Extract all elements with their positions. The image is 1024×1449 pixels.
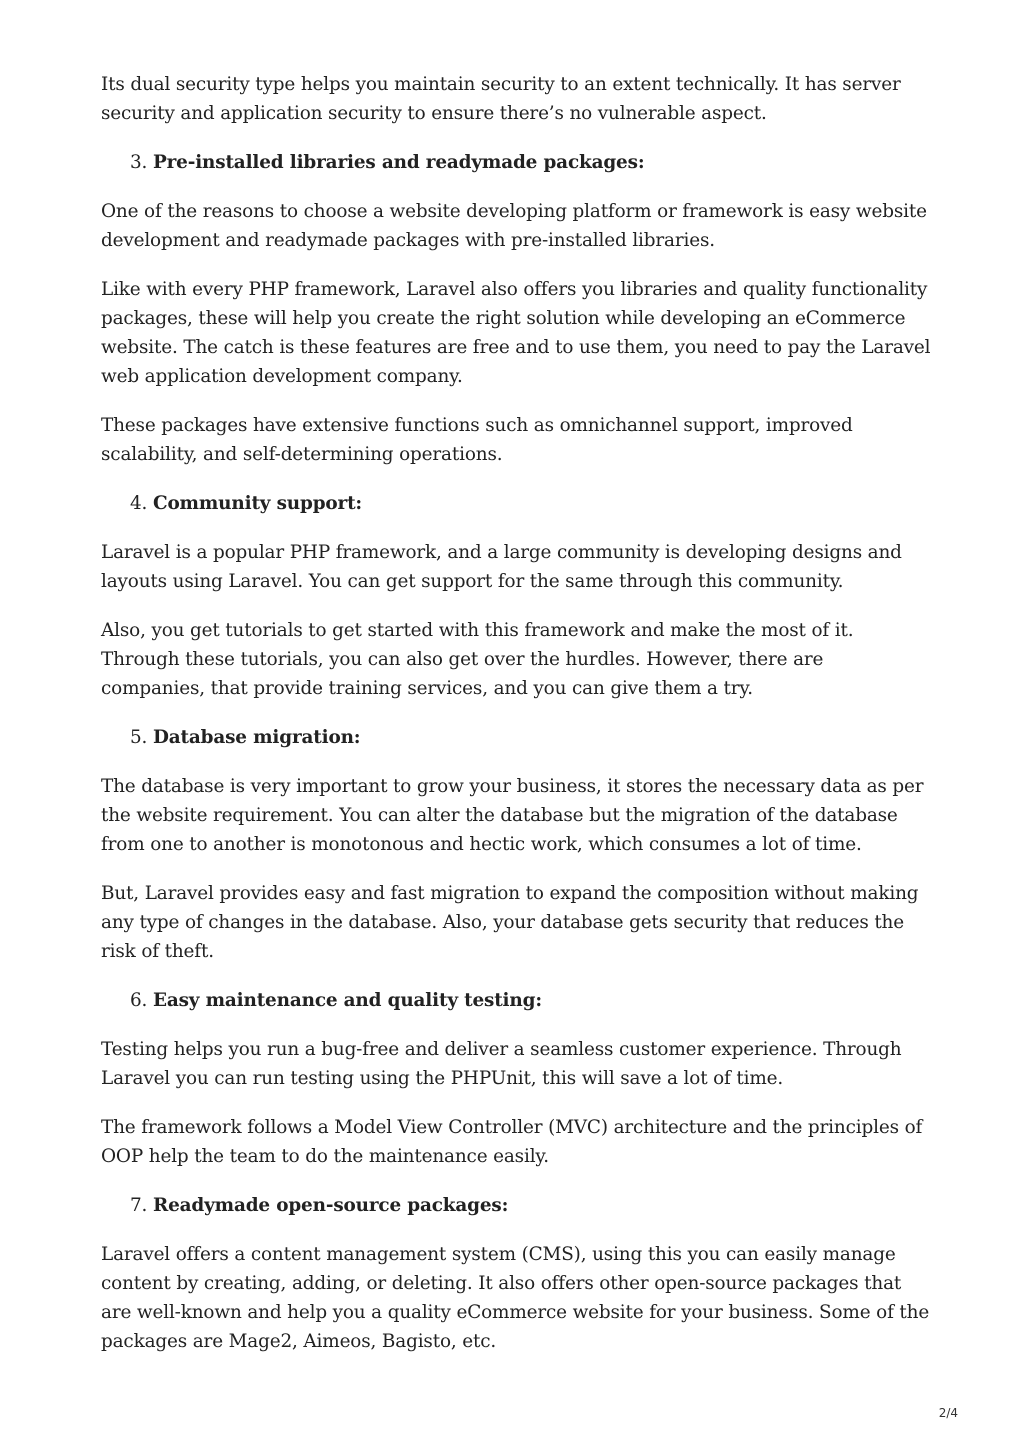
heading-title: Pre-installed libraries and readymade packages:	[152, 152, 645, 173]
heading-title: Community support:	[152, 493, 363, 514]
paragraph: Laravel offers a content management system (CMS), using this you can easily manage content by creating, adding, or deleting. It also offers other open-source packages that are well-known and help you a quality eCommerce website for your business. Some of the packages are Mage2, Aimeos, Bagisto, etc.	[101, 1244, 930, 1352]
heading-number: 4.	[130, 493, 148, 514]
paragraph: The database is very important to grow your business, it stores the necessary data as per the website requirement. You can alter the database but the migration of the database from one to another is monotonous and hectic work, which consumes a lot of time.	[101, 776, 924, 855]
heading-number: 7.	[130, 1195, 148, 1216]
page-number: 2/4	[938, 1406, 958, 1420]
heading-number: 6.	[130, 990, 148, 1011]
paragraph: The framework follows a Model View Controller (MVC) architecture and the principles of OOP help the team to do the maintenance easily.	[101, 1117, 923, 1167]
paragraph: But, Laravel provides easy and fast migration to expand the composition without making any type of changes in the database. Also, your database gets security that reduces the risk of theft.	[101, 883, 919, 962]
heading-database-migration	[130, 723, 931, 752]
heading-title: Easy maintenance and quality testing:	[152, 990, 542, 1011]
paragraph-security-summary: Its dual security type helps you maintain security to an extent technically. It has server security and application security to ensure there’s no vulnerable aspect.	[101, 74, 901, 124]
paragraph: One of the reasons to choose a website developing platform or framework is easy website development and readymade packages with pre-installed libraries.	[101, 201, 927, 251]
heading-community-support	[130, 489, 931, 518]
heading-number: 5.	[130, 727, 148, 748]
paragraph: Like with every PHP framework, Laravel also offers you libraries and quality functionality packages, these will help you create the right solution while developing an eCommerce website. The catch is these features are free and to use them, you need to pay the Laravel web application development company.	[101, 279, 931, 387]
paragraph: These packages have extensive functions such as omnichannel support, improved scalability, and self-determining operations.	[101, 415, 853, 465]
heading-preinstalled-libraries	[130, 148, 931, 177]
paragraph: Testing helps you run a bug-free and deliver a seamless customer experience. Through Laravel you can run testing using the PHPUnit, this will save a lot of time.	[101, 1039, 902, 1089]
document-page	[101, 70, 931, 1376]
heading-title: Readymade open-source packages:	[152, 1195, 509, 1216]
heading-title: Database migration:	[152, 727, 361, 748]
heading-open-source-packages	[130, 1191, 931, 1220]
paragraph: Also, you get tutorials to get started with this framework and make the most of it. Through these tutorials, you can also get over the hurdles. However, there are companies, that provide training services, and you can give them a try.	[101, 620, 854, 699]
heading-easy-maintenance	[130, 986, 931, 1015]
paragraph: Laravel is a popular PHP framework, and a large community is developing designs and layouts using Laravel. You can get support for the same through this community.	[101, 542, 902, 592]
heading-number: 3.	[130, 152, 148, 173]
